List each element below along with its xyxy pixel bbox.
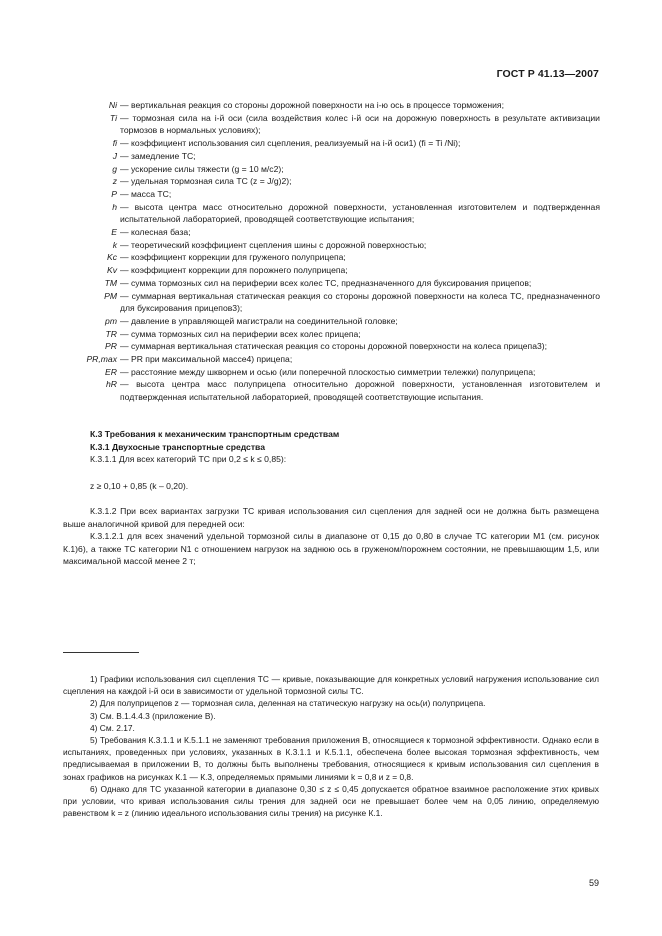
definition-symbol: Ni <box>108 100 117 110</box>
definition-text: — коэффициент коррекции для груженого полуприцепа; <box>120 252 346 263</box>
footnote: 4) См. 2.17. <box>90 722 135 733</box>
footnote: 5) Требования К.3.1.1 и К.5.1.1 не заменяют требования приложения В, относящиеся к тормозной эффективности. Однако если в испытаниях, проведенных при условиях, указанных в К.3.1.1 и К.5.1.1, обеспечена более высокая тормозная эффективность, чем предписываемая в приложении В, то должны быть выполнены требования, относящиеся к кривым использования сил сцепления в зонах графиков на рисунках К.1 — К.3, определяемых прямыми линиями k = 0,8 и z = 0,8. <box>63 735 599 782</box>
definition-text: — высота центра масс полуприцепа относительно дорожной поверхности, установленная изготовителем и подтвержденная испытательной лабораторией, проводящей соответствующие испытания. <box>120 379 600 403</box>
definition-symbol: g <box>112 163 117 174</box>
definition-text: — суммарная вертикальная статическая реакция со стороны дорожной поверхности на колеса прицепа3); <box>120 341 548 352</box>
formula: z ≥ 0,10 + 0,85 (k – 0,20). <box>90 481 189 491</box>
definition-symbol: Ti <box>109 112 117 123</box>
definition-row <box>60 150 600 163</box>
definition-symbol: Kc <box>106 252 117 263</box>
definition-text: — высота центра масс относительно дорожной поверхности, установленная изготовителем и подтвержденная испытательной лабораторией, проводящей соответствующие испытания; <box>120 201 600 225</box>
definition-row <box>60 353 600 366</box>
definition-row <box>60 137 600 150</box>
definition-symbol: TR <box>105 328 117 339</box>
definition-symbol: TM <box>104 277 117 288</box>
footnote: 2) Для полуприцепов z — тормозная сила, деленная на статическую нагрузку на ось(и) полуприцепа. <box>90 698 486 709</box>
definition-row <box>60 277 600 290</box>
definition-row <box>60 188 600 201</box>
definition-text: — коэффициент коррекции для порожнего полуприцепа; <box>120 265 348 276</box>
definition-row <box>60 315 600 328</box>
definition-text: — PR при максимальной массе4) прицепа; <box>120 354 293 365</box>
definition-text: — расстояние между шкворнем и осью (или поперечной плоскостью симметрии тележки) полуприцепа; <box>120 366 536 377</box>
definition-text: — удельная тормозная сила ТС (z = J/g)2); <box>120 176 292 187</box>
footnote: 1) Графики использования сил сцепления ТС — кривые, показывающие для конкретных условий нагружения использование сил сцепления на каждой i-й оси в зависимости от удельной тормозной силы ТС. <box>63 674 599 697</box>
definition-symbol: P <box>111 188 117 199</box>
definition-symbol: z <box>112 176 117 187</box>
definition-symbol: PR,max <box>86 354 117 365</box>
definition-symbol: k <box>112 239 117 250</box>
footnote: 3) См. В.1.4.4.3 (приложение В). <box>90 710 216 721</box>
formula-block <box>63 480 599 493</box>
definition-text: — масса ТС; <box>120 188 172 199</box>
definition-row <box>60 239 600 252</box>
definition-text: — теоретический коэффициент сцепления шины с дорожной поверхностью; <box>120 239 427 250</box>
definition-symbol: pm <box>105 315 117 326</box>
definition-symbol: E <box>111 227 117 238</box>
definition-symbol: hR <box>106 379 117 390</box>
definition-text: — сумма тормозных сил на периферии всех колес прицепа; <box>120 328 361 339</box>
definition-symbol: J <box>112 150 117 161</box>
definition-text: — колесная база; <box>120 227 191 238</box>
definition-row <box>60 366 600 379</box>
definition-row <box>60 163 600 176</box>
definition-symbol: PR <box>105 341 117 352</box>
paragraph-k311: К.3.1.1 Для всех категорий ТС при 0,2 ≤ k ≤ 0,85): <box>90 454 287 464</box>
definition-symbol: Kv <box>106 265 117 276</box>
definition-row <box>60 226 600 239</box>
standard-header: ГОСТ Р 41.13—2007 <box>496 68 599 80</box>
paragraph-k312: К.3.1.2 При всех вариантах загрузки ТС кривая использования сил сцепления для задней оси не должна быть размещена выше аналогичной кривой для передней оси: <box>63 506 599 529</box>
definition-row <box>60 328 600 341</box>
definition-text: — ускорение силы тяжести (g = 10 м/с2); <box>120 163 284 174</box>
page-number: 59 <box>588 878 599 888</box>
section-k312 <box>63 505 599 568</box>
definition-row <box>60 251 600 264</box>
definition-row <box>60 378 600 403</box>
definition-text: — тормозная сила на i-й оси (сила воздействия колес i-й оси на дорожную поверхность в результате активизации тормозов в нормальных условиях); <box>120 112 600 136</box>
footnote: 6) Однако для ТС указанной категории в диапазоне 0,30 ≤ z ≤ 0,45 допускается обратное взаимное расположение этих кривых при условии, что кривая использования силы трения для задней оси не превышает более чем на 0,05 линию, определяемую равенством k = z (линию идеального использования силы трения) на рисунке К.1. <box>63 783 599 819</box>
definition-row <box>60 290 600 315</box>
footnote-divider <box>63 652 139 653</box>
definition-text: — коэффициент использования сил сцепления, реализуемый на i-й оси1) (fi = Ti /Ni); <box>120 138 461 149</box>
definition-text: — вертикальная реакция со стороны дорожной поверхности на i-ю ось в процессе торможения; <box>120 100 504 110</box>
definition-row <box>60 99 600 112</box>
heading-k31: К.3.1 Двухосные транспортные средства <box>90 441 265 452</box>
paragraph-k3121: К.3.1.2.1 для всех значений удельной тормозной силы в диапазоне от 0,15 до 0,80 в случае ТС категории М1 (см. рисунок К.1)6), а также ТС категории N1 с отношением нагрузок на заднюю ось в груженом/порожнем состоянии, не превышающим 1,5, или максимальной массой менее 2 т; <box>63 531 599 566</box>
definition-symbol: ER <box>105 366 117 377</box>
definition-text: — сумма тормозных сил на периферии всех колес ТС, предназначенного для буксирования прицепов; <box>120 277 532 288</box>
definition-symbol: PM <box>104 290 117 301</box>
definition-symbol: fi <box>112 138 117 149</box>
definition-text: — давление в управляющей магистрали на соединительной головке; <box>120 315 398 326</box>
definition-row <box>60 201 600 226</box>
definition-row <box>60 264 600 277</box>
definition-text: — суммарная вертикальная статическая реакция со стороны дорожной поверхности на колеса ТС, предназначенного для буксирования прицепов3); <box>120 290 600 314</box>
definition-row <box>60 112 600 137</box>
definition-text: — замедление ТС; <box>120 150 196 161</box>
definition-symbol: h <box>112 201 117 212</box>
definition-row <box>60 340 600 353</box>
footnotes <box>63 673 599 819</box>
definition-row <box>60 175 600 188</box>
symbol-definitions <box>60 99 600 404</box>
section-k3-heading <box>63 428 599 466</box>
heading-k3: К.3 Требования к механическим транспортным средствам <box>90 429 340 439</box>
